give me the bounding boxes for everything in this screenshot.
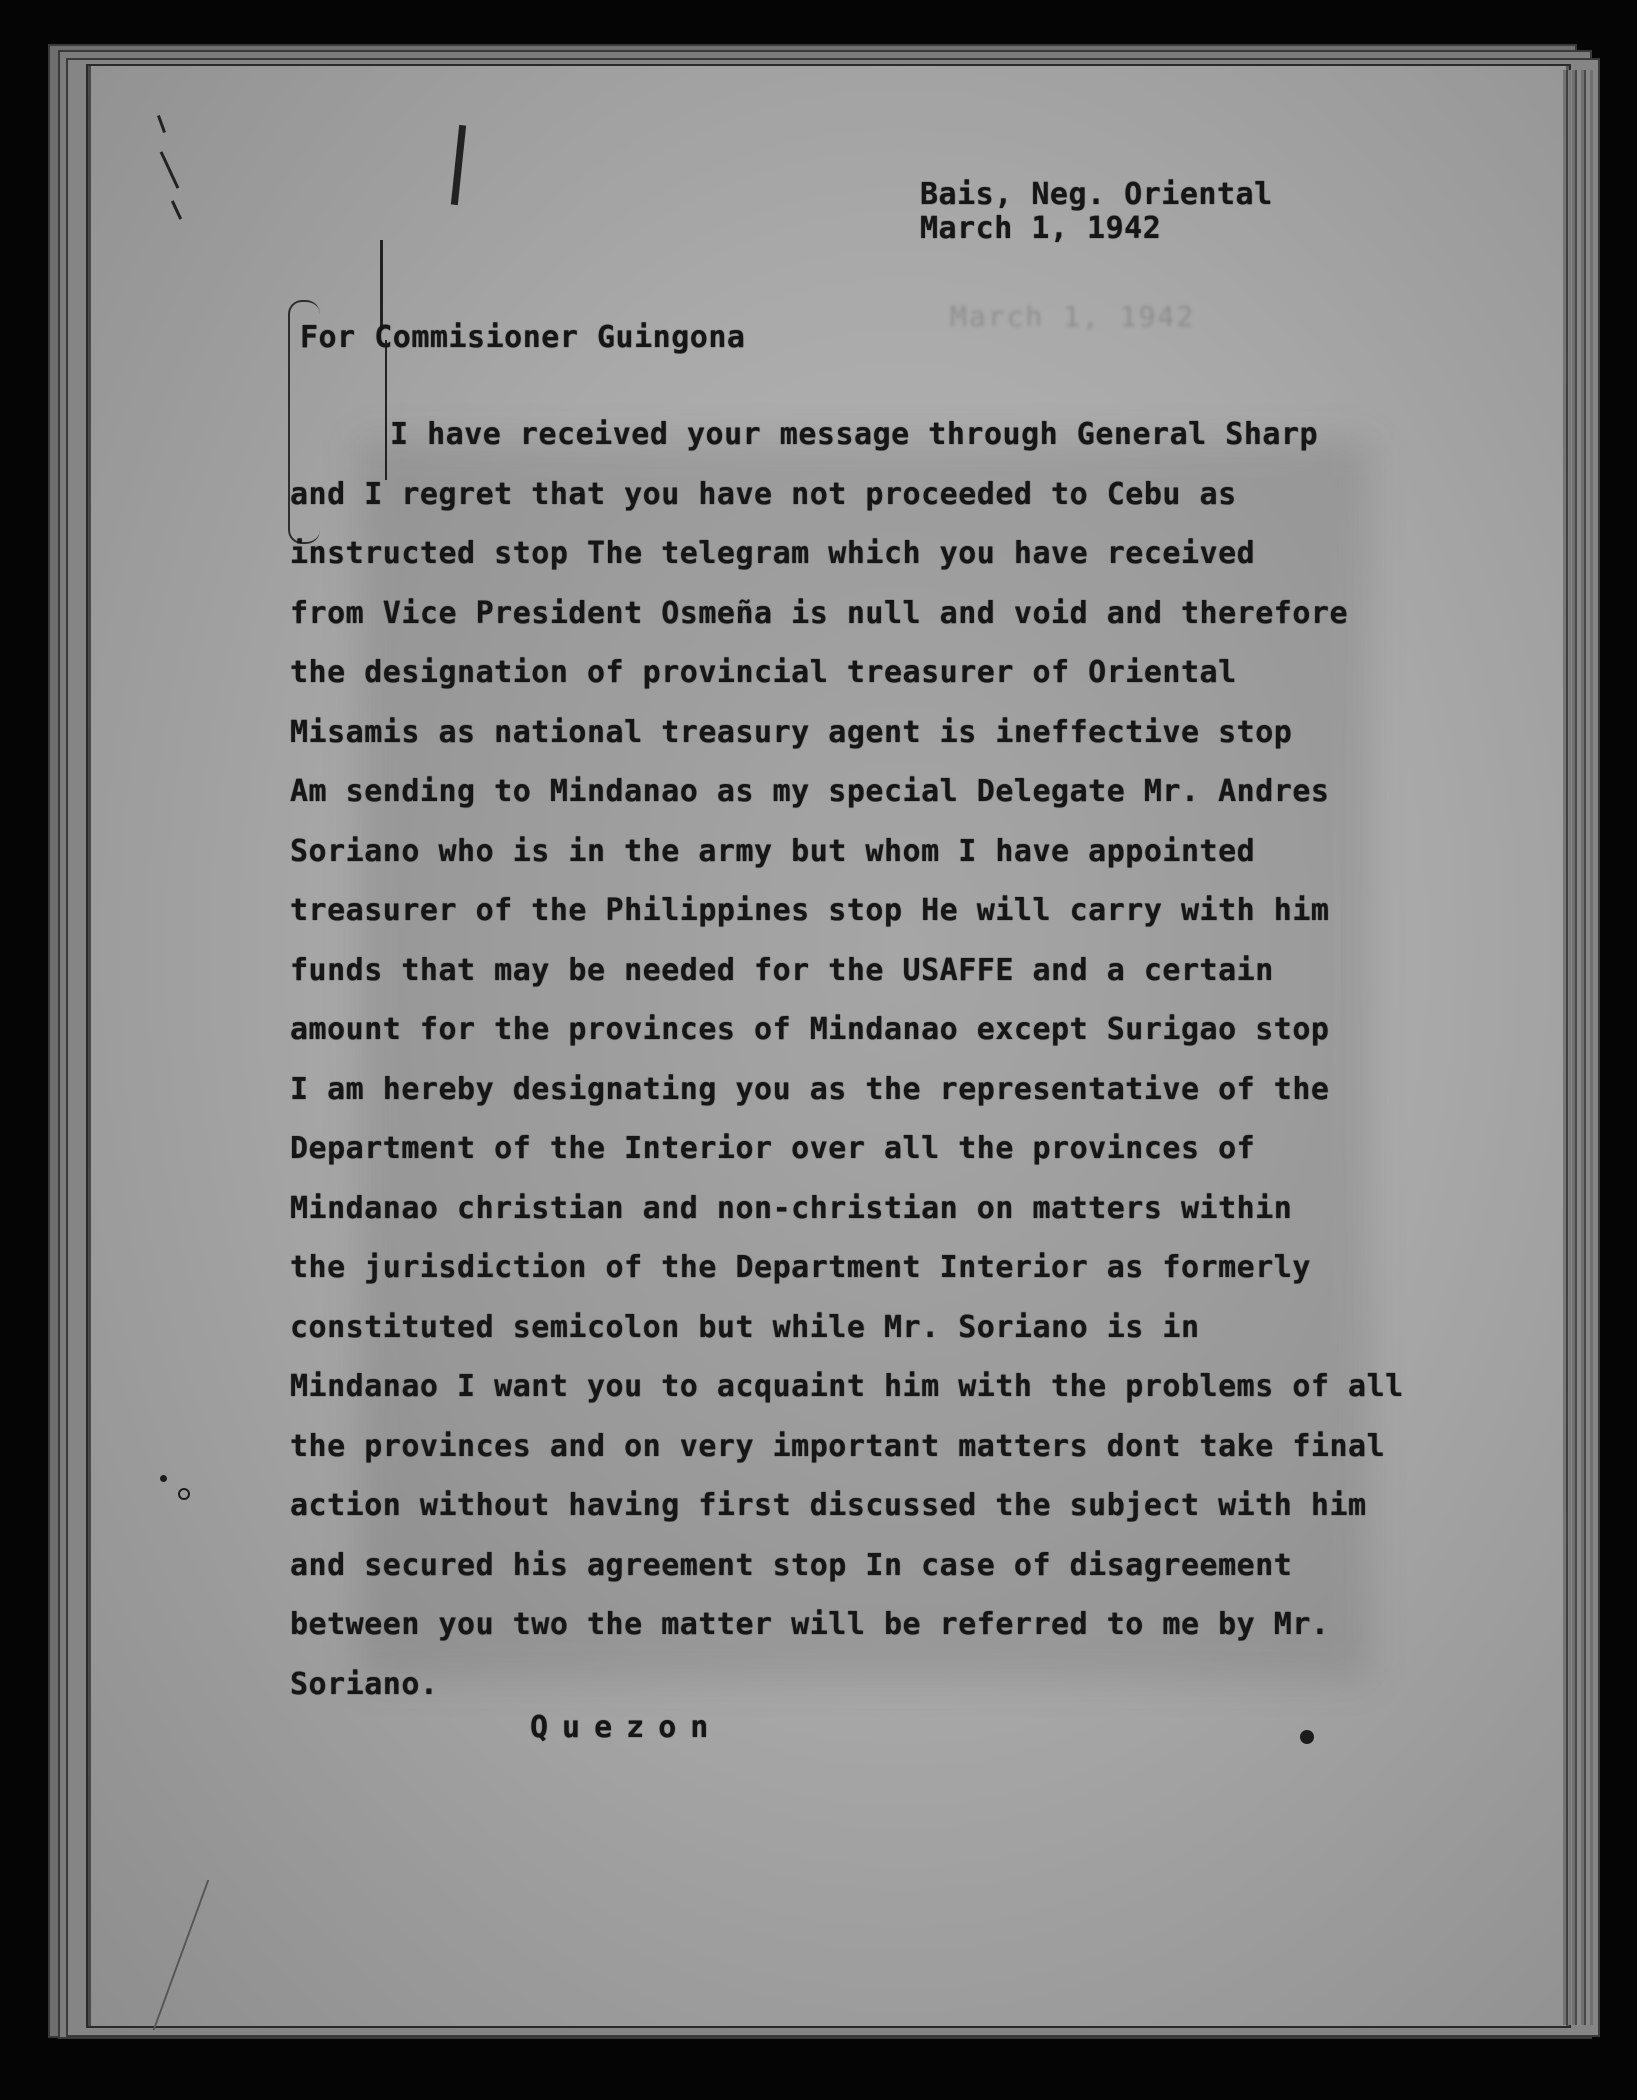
body-line: instructed stop The telegram which you have received bbox=[290, 536, 1256, 571]
body-line: from Vice President Osmeña is null and void and therefore bbox=[290, 595, 1349, 631]
letter-place: Bais, Neg. Oriental bbox=[920, 177, 1273, 212]
ink-dot bbox=[178, 1488, 190, 1500]
ink-dot bbox=[160, 1475, 167, 1482]
body-line: treasurer of the Philippines stop He will carry with him bbox=[290, 893, 1330, 928]
body-line: Soriano who is in the army but whom I have appointed bbox=[290, 833, 1256, 869]
body-line: Mindanao christian and non-christian on matters within bbox=[290, 1190, 1293, 1226]
body-line: the designation of provincial treasurer of Oriental bbox=[290, 655, 1237, 690]
letter-date: March 1, 1942 bbox=[920, 211, 1162, 246]
body-line: Am sending to Mindanao as my special Delegate Mr. Andres bbox=[290, 774, 1330, 809]
body-line: and I regret that you have not proceeded to Cebu as bbox=[290, 476, 1237, 512]
body-line: Mindanao I want you to acquaint him with the problems of all bbox=[290, 1369, 1404, 1404]
body-line: Soriano. bbox=[290, 1666, 439, 1702]
ink-mark bbox=[380, 240, 383, 330]
ghost-date: March 1, 1942 bbox=[950, 300, 1196, 333]
letter-body bbox=[290, 405, 1490, 1714]
body-line: the jurisdiction of the Department Interior as formerly bbox=[290, 1250, 1311, 1285]
body-line: Misamis as national treasury agent is ineffective stop bbox=[290, 714, 1293, 750]
body-line: funds that may be needed for the USAFFE and a certain bbox=[290, 952, 1274, 988]
ink-dot bbox=[1300, 1730, 1314, 1744]
letter-header bbox=[920, 178, 1273, 246]
body-line: I am hereby designating you as the representative of the bbox=[290, 1071, 1330, 1107]
body-line: the provinces and on very important matters dont take final bbox=[290, 1428, 1386, 1464]
body-line: and secured his agreement stop In case of disagreement bbox=[290, 1547, 1293, 1583]
page-stack-edge bbox=[1563, 70, 1593, 2025]
body-line: between you two the matter will be referred to me by Mr. bbox=[290, 1607, 1330, 1642]
letter-salutation: For Commisioner Guingona bbox=[300, 320, 746, 355]
body-line: Department of the Interior over all the provinces of bbox=[290, 1131, 1256, 1166]
body-line: constituted semicolon but while Mr. Soriano is in bbox=[290, 1309, 1200, 1345]
body-line: I have received your message through General Sharp bbox=[390, 417, 1319, 452]
body-line: action without having first discussed the subject with him bbox=[290, 1488, 1367, 1523]
signature: Quezon bbox=[530, 1710, 723, 1745]
body-line: amount for the provinces of Mindanao except Surigao stop bbox=[290, 1012, 1330, 1047]
